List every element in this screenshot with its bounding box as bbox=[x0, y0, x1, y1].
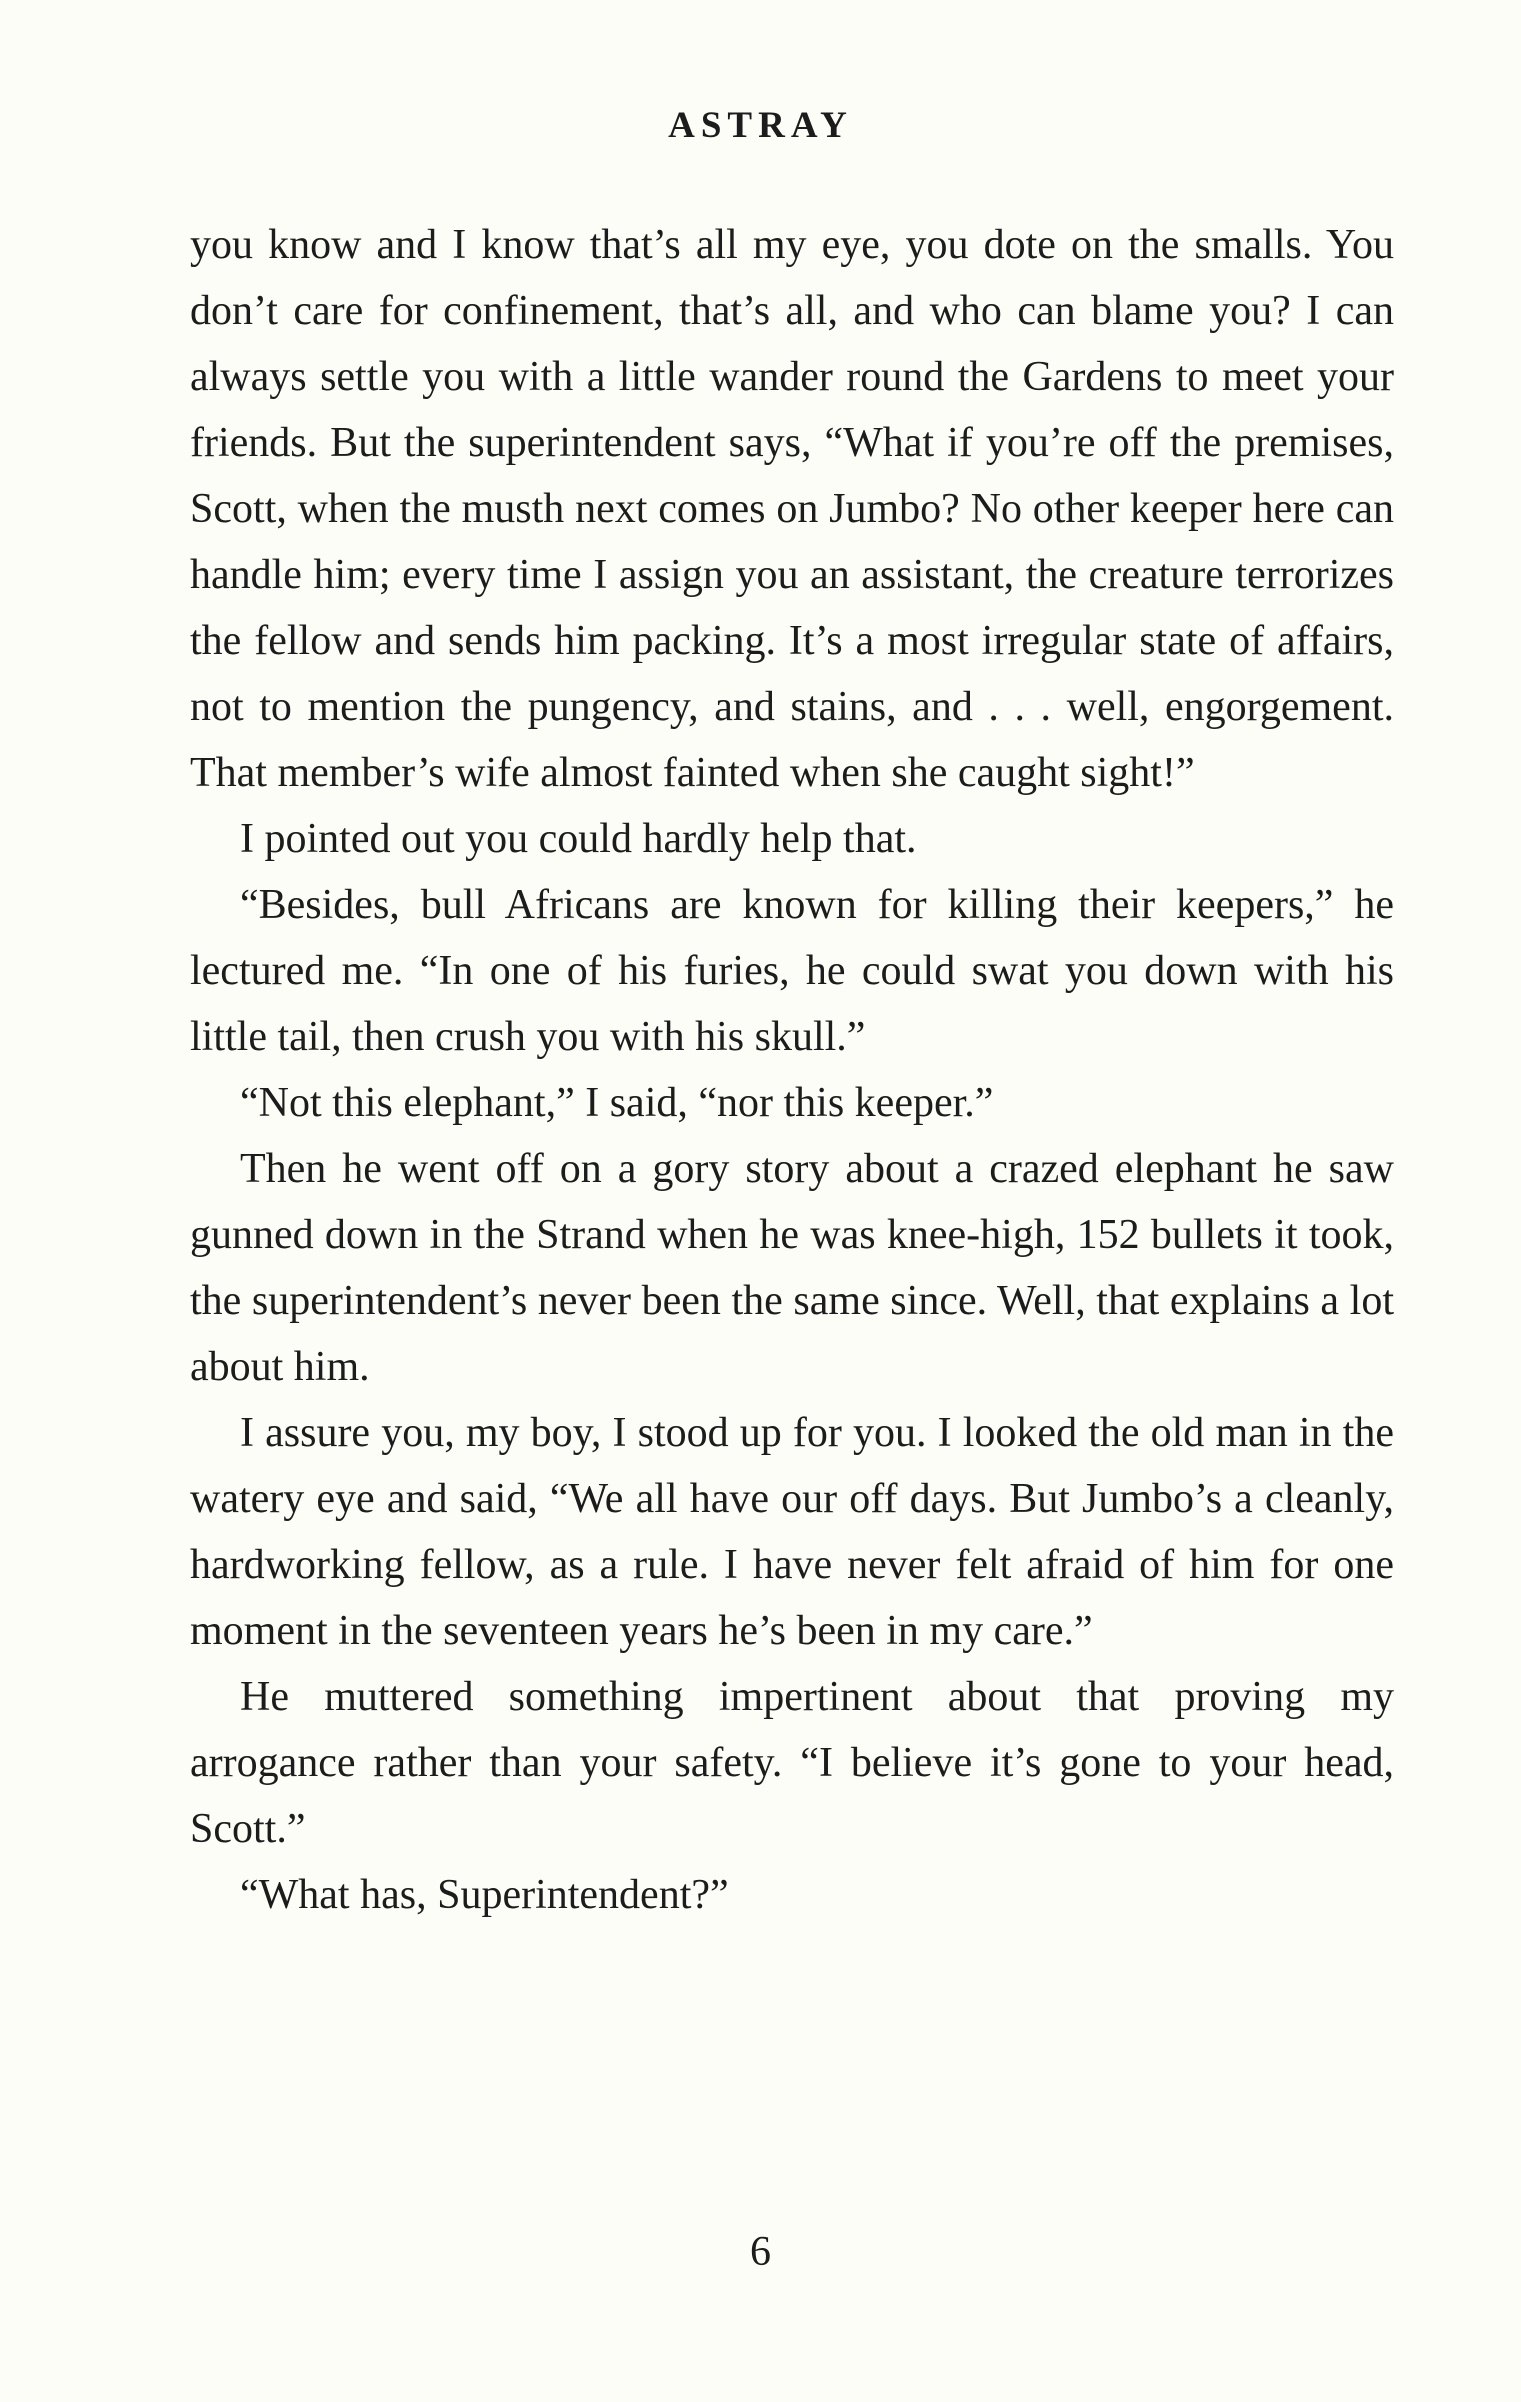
body-text bbox=[190, 212, 1394, 1928]
paragraph: you know and I know that’s all my eye, you dote on the smalls. You don’t care for confinement, that’s all, and who can blame you? I can always settle you with a little wander round the Gardens to meet your friends. But the superintendent says, “What if you’re off the premises, Scott, when the musth next comes on Jumbo? No other keeper here can handle him; every time I assign you an assistant, the creature terrorizes the fellow and sends him packing. It’s a most irregular state of affairs, not to mention the pungency, and stains, and . . . well, engorgement. That member’s wife almost fainted when she caught sight!” bbox=[190, 222, 1394, 796]
paragraph: I assure you, my boy, I stood up for you. I looked the old man in the watery eye and said, “We all have our off days. But Jumbo’s a cleanly, hardworking fellow, as a rule. I have never felt afraid of him for one moment in the seventeen years he’s been in my care.” bbox=[190, 1410, 1394, 1654]
paragraph: “Not this elephant,” I said, “nor this keeper.” bbox=[240, 1080, 994, 1126]
paragraph: I pointed out you could hardly help that. bbox=[240, 816, 917, 862]
paragraph: “Besides, bull Africans are known for killing their keepers,” he lectured me. “In one of his furies, he could swat you down with his little tail, then crush you with his skull.” bbox=[190, 882, 1394, 1060]
paragraph: He muttered something impertinent about that proving my arrogance rather than your safety. “I believe it’s gone to your head, Scott.” bbox=[190, 1674, 1394, 1852]
paragraph: Then he went off on a gory story about a crazed elephant he saw gunned down in the Strand when he was knee-high, 152 bullets it took, the superintendent’s never been the same since. Well, that explains a lot about him. bbox=[190, 1146, 1394, 1390]
running-head: ASTRAY bbox=[668, 105, 853, 146]
page-number: 6 bbox=[750, 2229, 771, 2275]
paragraph: “What has, Superintendent?” bbox=[240, 1872, 729, 1918]
